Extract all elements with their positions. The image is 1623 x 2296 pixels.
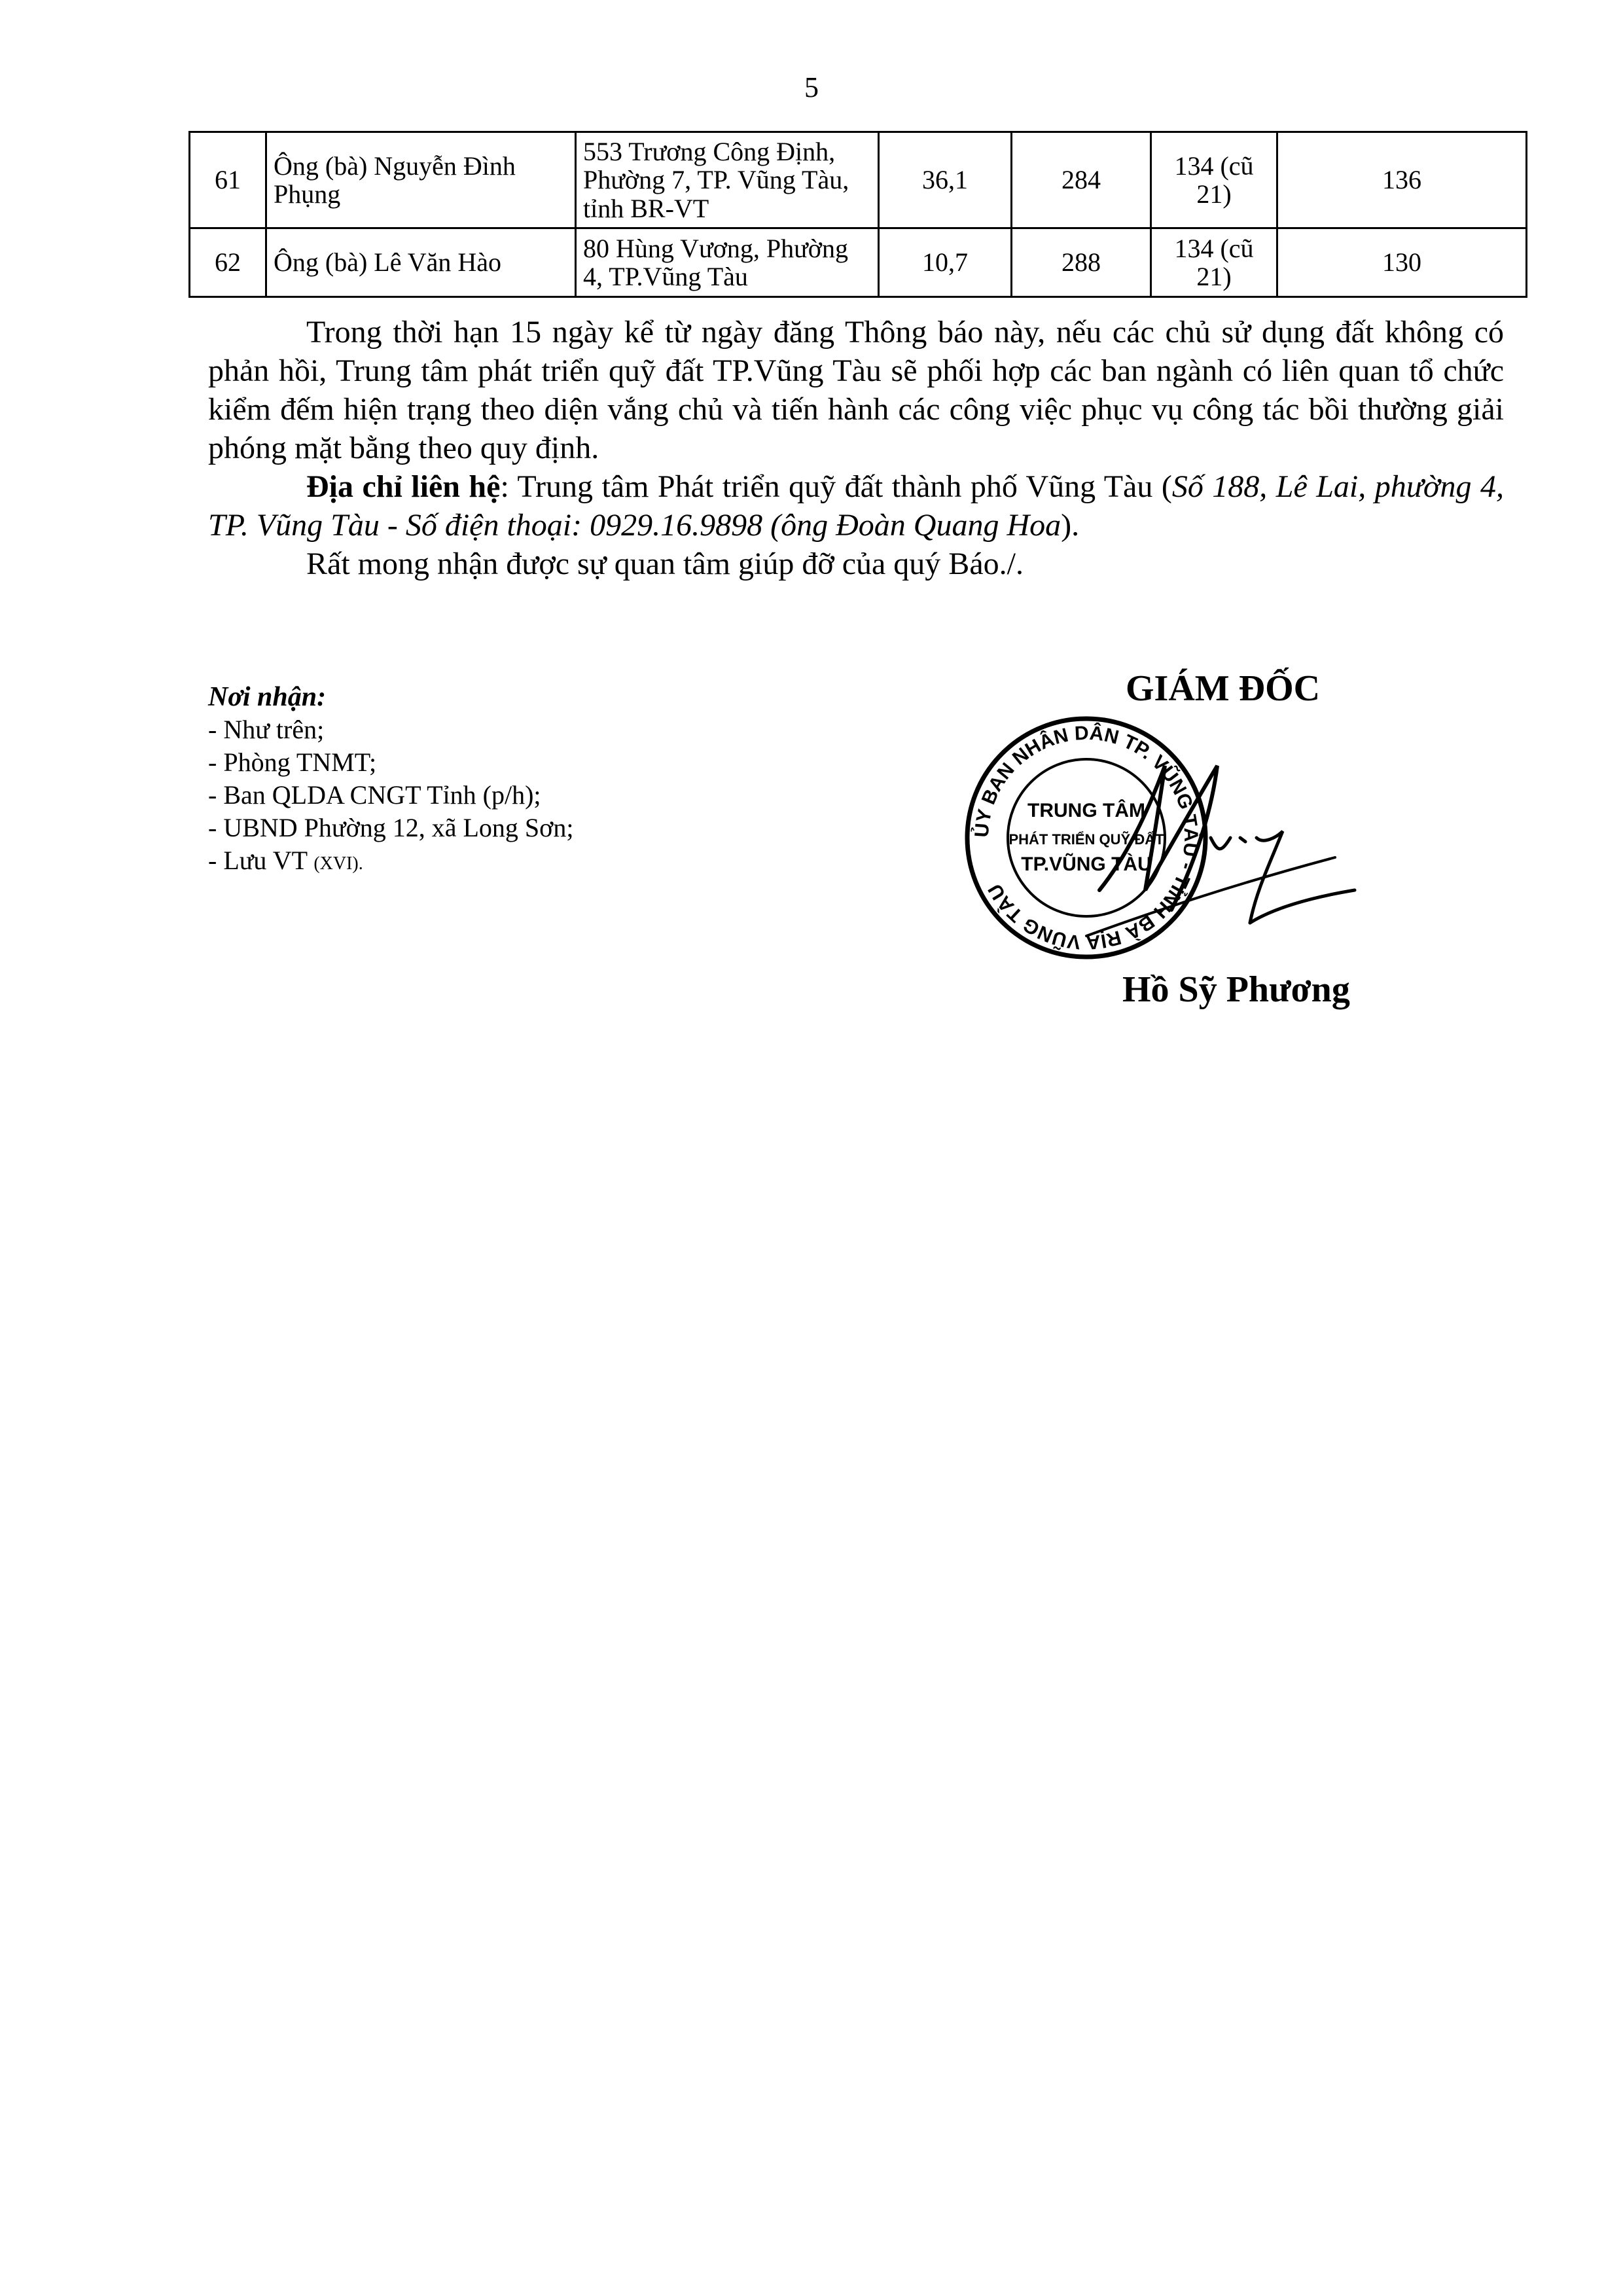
land-owner-table (188, 131, 1527, 298)
recipients-block (208, 681, 797, 880)
recipient-archive (208, 844, 797, 880)
plot-value: 136 (1277, 132, 1527, 228)
recipient-item: - Phòng TNMT; (208, 747, 377, 777)
recipient-item: - Ban QLDA CNGT Tỉnh (p/h); (208, 780, 541, 810)
map-sheet: 134 (cũ 21) (1151, 132, 1277, 228)
row-number: 61 (190, 132, 266, 228)
contact-paragraph (208, 467, 1504, 545)
table-row (190, 132, 1527, 228)
plot-value: 130 (1277, 228, 1527, 297)
row-number: 62 (190, 228, 266, 297)
page-number: 5 (804, 71, 819, 103)
recipient-item: - Như trên; (208, 715, 325, 744)
recipients-title: Nơi nhận: (208, 682, 327, 712)
seal-center-line: TRUNG TÂM (1027, 800, 1145, 821)
signer-title: GIÁM ĐỐC (1126, 668, 1321, 709)
plot-number: 284 (1012, 132, 1151, 228)
land-area: 10,7 (879, 228, 1012, 297)
owner-name: Ông (bà) Nguyễn Đình Phụng (266, 132, 576, 228)
contact-details: Số 188, Lê Lai, phường 4, TP. Vũng Tàu - Số điện thoại: 0929.16.9898 (ông Đoàn Quang Hoa (208, 469, 1505, 543)
seal-ring-text: ỦY BAN NHÂN DÂN TP. VŨNG TÀU - TỈNH BÀ RỊA VŨNG TÀU (971, 722, 1202, 954)
contact-text: : Trung tâm Phát triển quỹ đất thành phố Vũng Tàu ( (500, 469, 1172, 504)
owner-name: Ông (bà) Lê Văn Hào (266, 228, 576, 297)
signer-name: Hồ Sỹ Phương (1122, 969, 1350, 1010)
table-row (190, 228, 1527, 297)
contact-end: ). (1061, 508, 1080, 543)
handwritten-signature-icon (1060, 740, 1361, 949)
plot-number: 288 (1012, 228, 1151, 297)
map-sheet: 134 (cũ 21) (1151, 228, 1277, 297)
contact-label: Địa chỉ liên hệ (306, 469, 501, 504)
archive-code: (XVI). (313, 853, 363, 874)
owner-address: 80 Hùng Vương, Phường 4, TP.Vũng Tàu (576, 228, 879, 297)
owner-address: 553 Trương Công Định, Phường 7, TP. Vũng Tàu, tỉnh BR-VT (576, 132, 879, 228)
archive-prefix: - Lưu VT (208, 846, 314, 875)
seal-center-line: TP.VŨNG TÀU (1021, 853, 1152, 875)
notice-body (208, 313, 1504, 583)
notice-paragraph: Trong thời hạn 15 ngày kể từ ngày đăng Thông báo này, nếu các chủ sử dụng đất không có phản hồi, Trung tâm phát triển quỹ đất TP.Vũng Tàu sẽ phối hợp các ban ngành có liên quan tổ chức kiểm đếm hiện trạng theo diện vắng chủ và tiến hành các công việc phục vụ công tác bồi thường giải phóng mặt bằng theo quy định. (208, 315, 1504, 465)
recipient-item: - UBND Phường 12, xã Long Sơn; (208, 813, 574, 842)
land-area: 36,1 (879, 132, 1012, 228)
signature-block (949, 668, 1472, 1034)
closing-paragraph: Rất mong nhận được sự quan tâm giúp đỡ của quý Báo./. (306, 547, 1024, 581)
seal-center-line: PHÁT TRIỂN QUỸ ĐẤT (1008, 831, 1164, 848)
